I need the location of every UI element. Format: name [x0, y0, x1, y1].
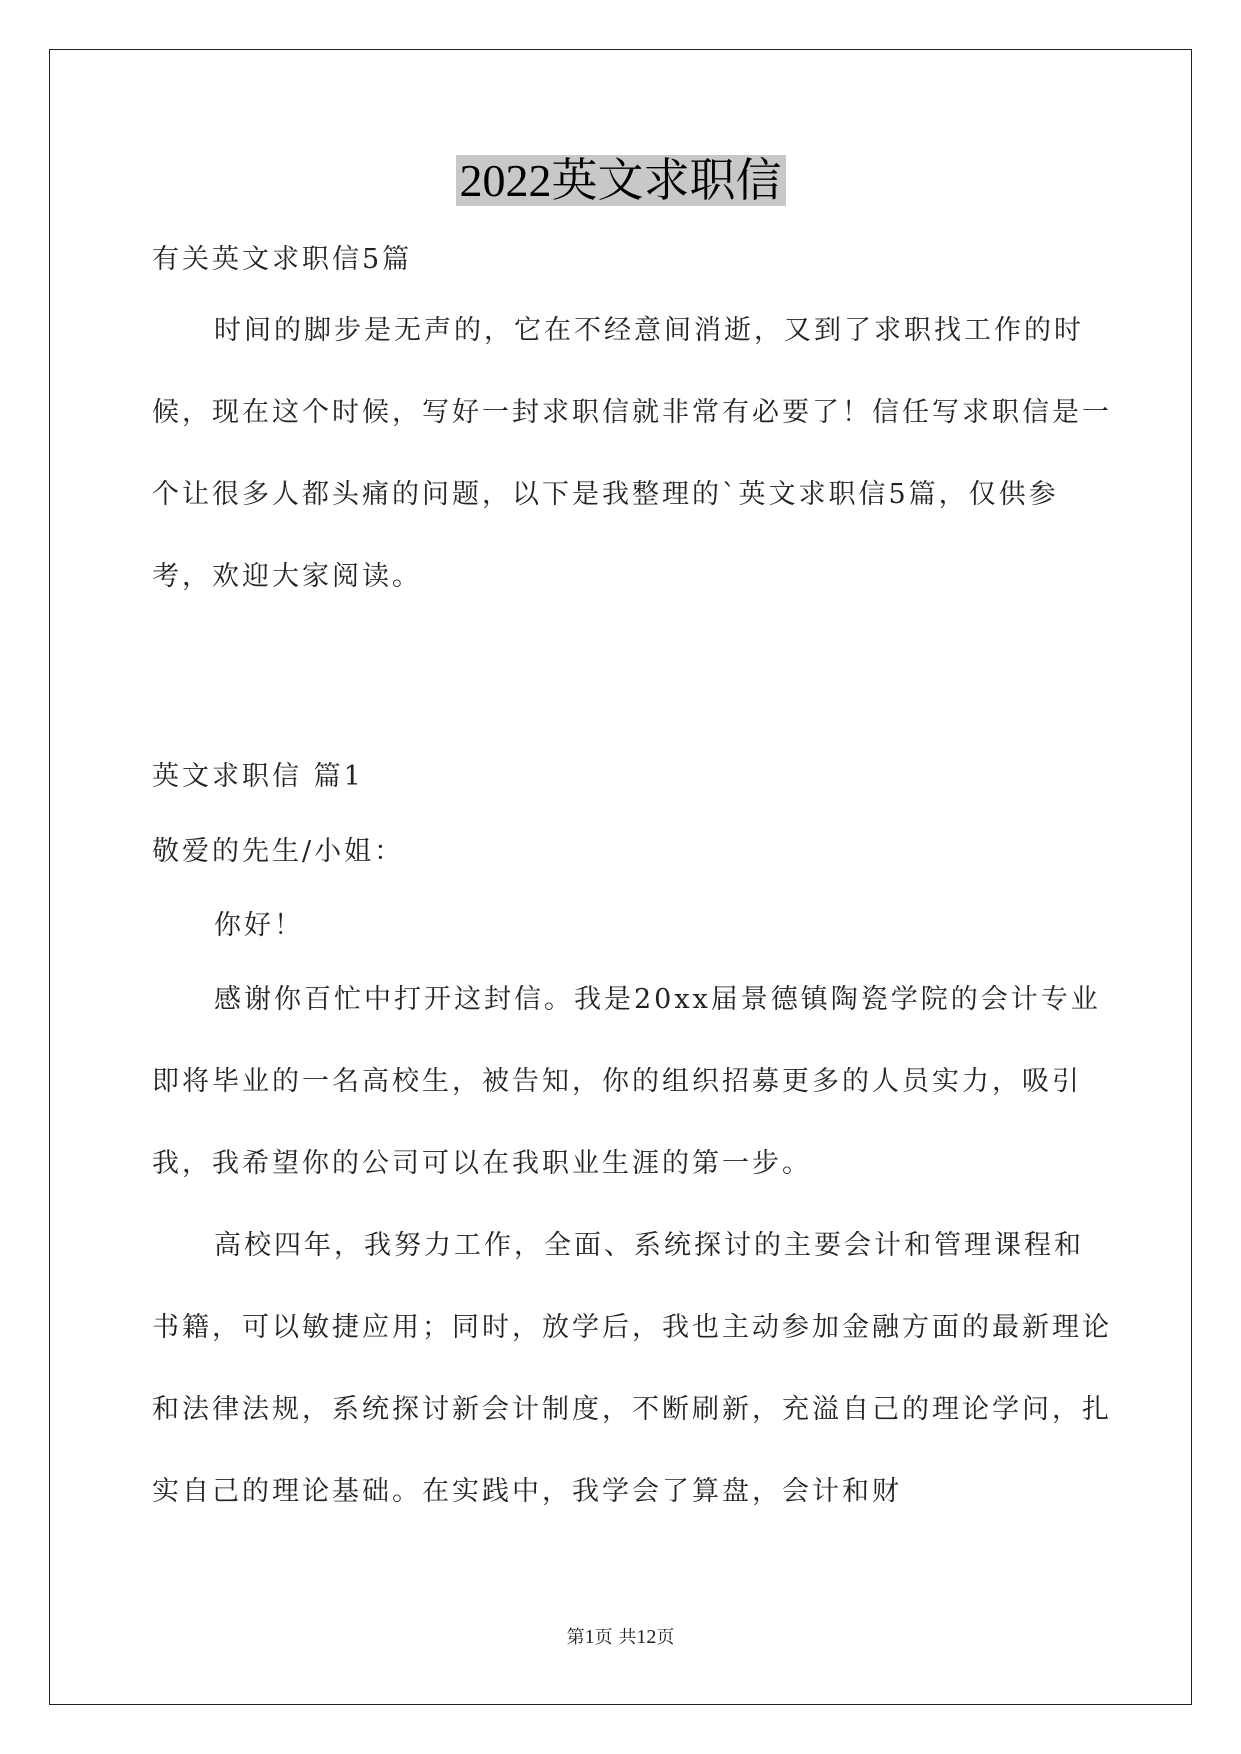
footer-page-suffix: 页: [656, 1627, 675, 1648]
greeting: 你好！: [214, 910, 304, 941]
document-title-text: 2022英文求职信: [456, 155, 786, 206]
document-title: [0, 150, 1241, 212]
section-heading: 英文求职信 篇1: [152, 761, 364, 792]
body-paragraph-1: 感谢你百忙中打开这封信。我是20xx届景德镇陶瓷学院的会计专业即将毕业的一名高校生，被告知，你的组织招募更多的人员实力，吸引我，我希望你的公司可以在我职业生涯的第一步。: [152, 984, 1101, 1179]
salutation: 敬爱的先生/小姐：: [152, 836, 405, 867]
body-paragraph-2: 高校四年，我努力工作，全面、系统探讨的主要会计和管理课程和书籍，可以敏捷应用；同时，放学后，我也主动参加金融方面的最新理论和法律法规，系统探讨新会计制度，不断刷新，充溢自己的理论学问，扎实自己的理论基础。在实践中，我学会了算盘，会计和财: [152, 1230, 1112, 1507]
document-subtitle: 有关英文求职信5篇: [152, 244, 413, 275]
intro-paragraph: 时间的脚步是无声的，它在不经意间消逝，又到了求职找工作的时候，现在这个时候，写好一封求职信就非常有必要了！信任写求职信是一个让很多人都头痛的问题，以下是我整理的`英文求职信5篇，仅供参考，欢迎大家阅读。: [152, 315, 1112, 592]
footer-page-prefix: 第: [566, 1627, 585, 1648]
page-footer: [0, 1625, 1241, 1650]
footer-page-middle: 页 共: [594, 1627, 637, 1648]
footer-page-total: 12: [636, 1626, 657, 1648]
footer-page-current: 1: [584, 1626, 595, 1648]
